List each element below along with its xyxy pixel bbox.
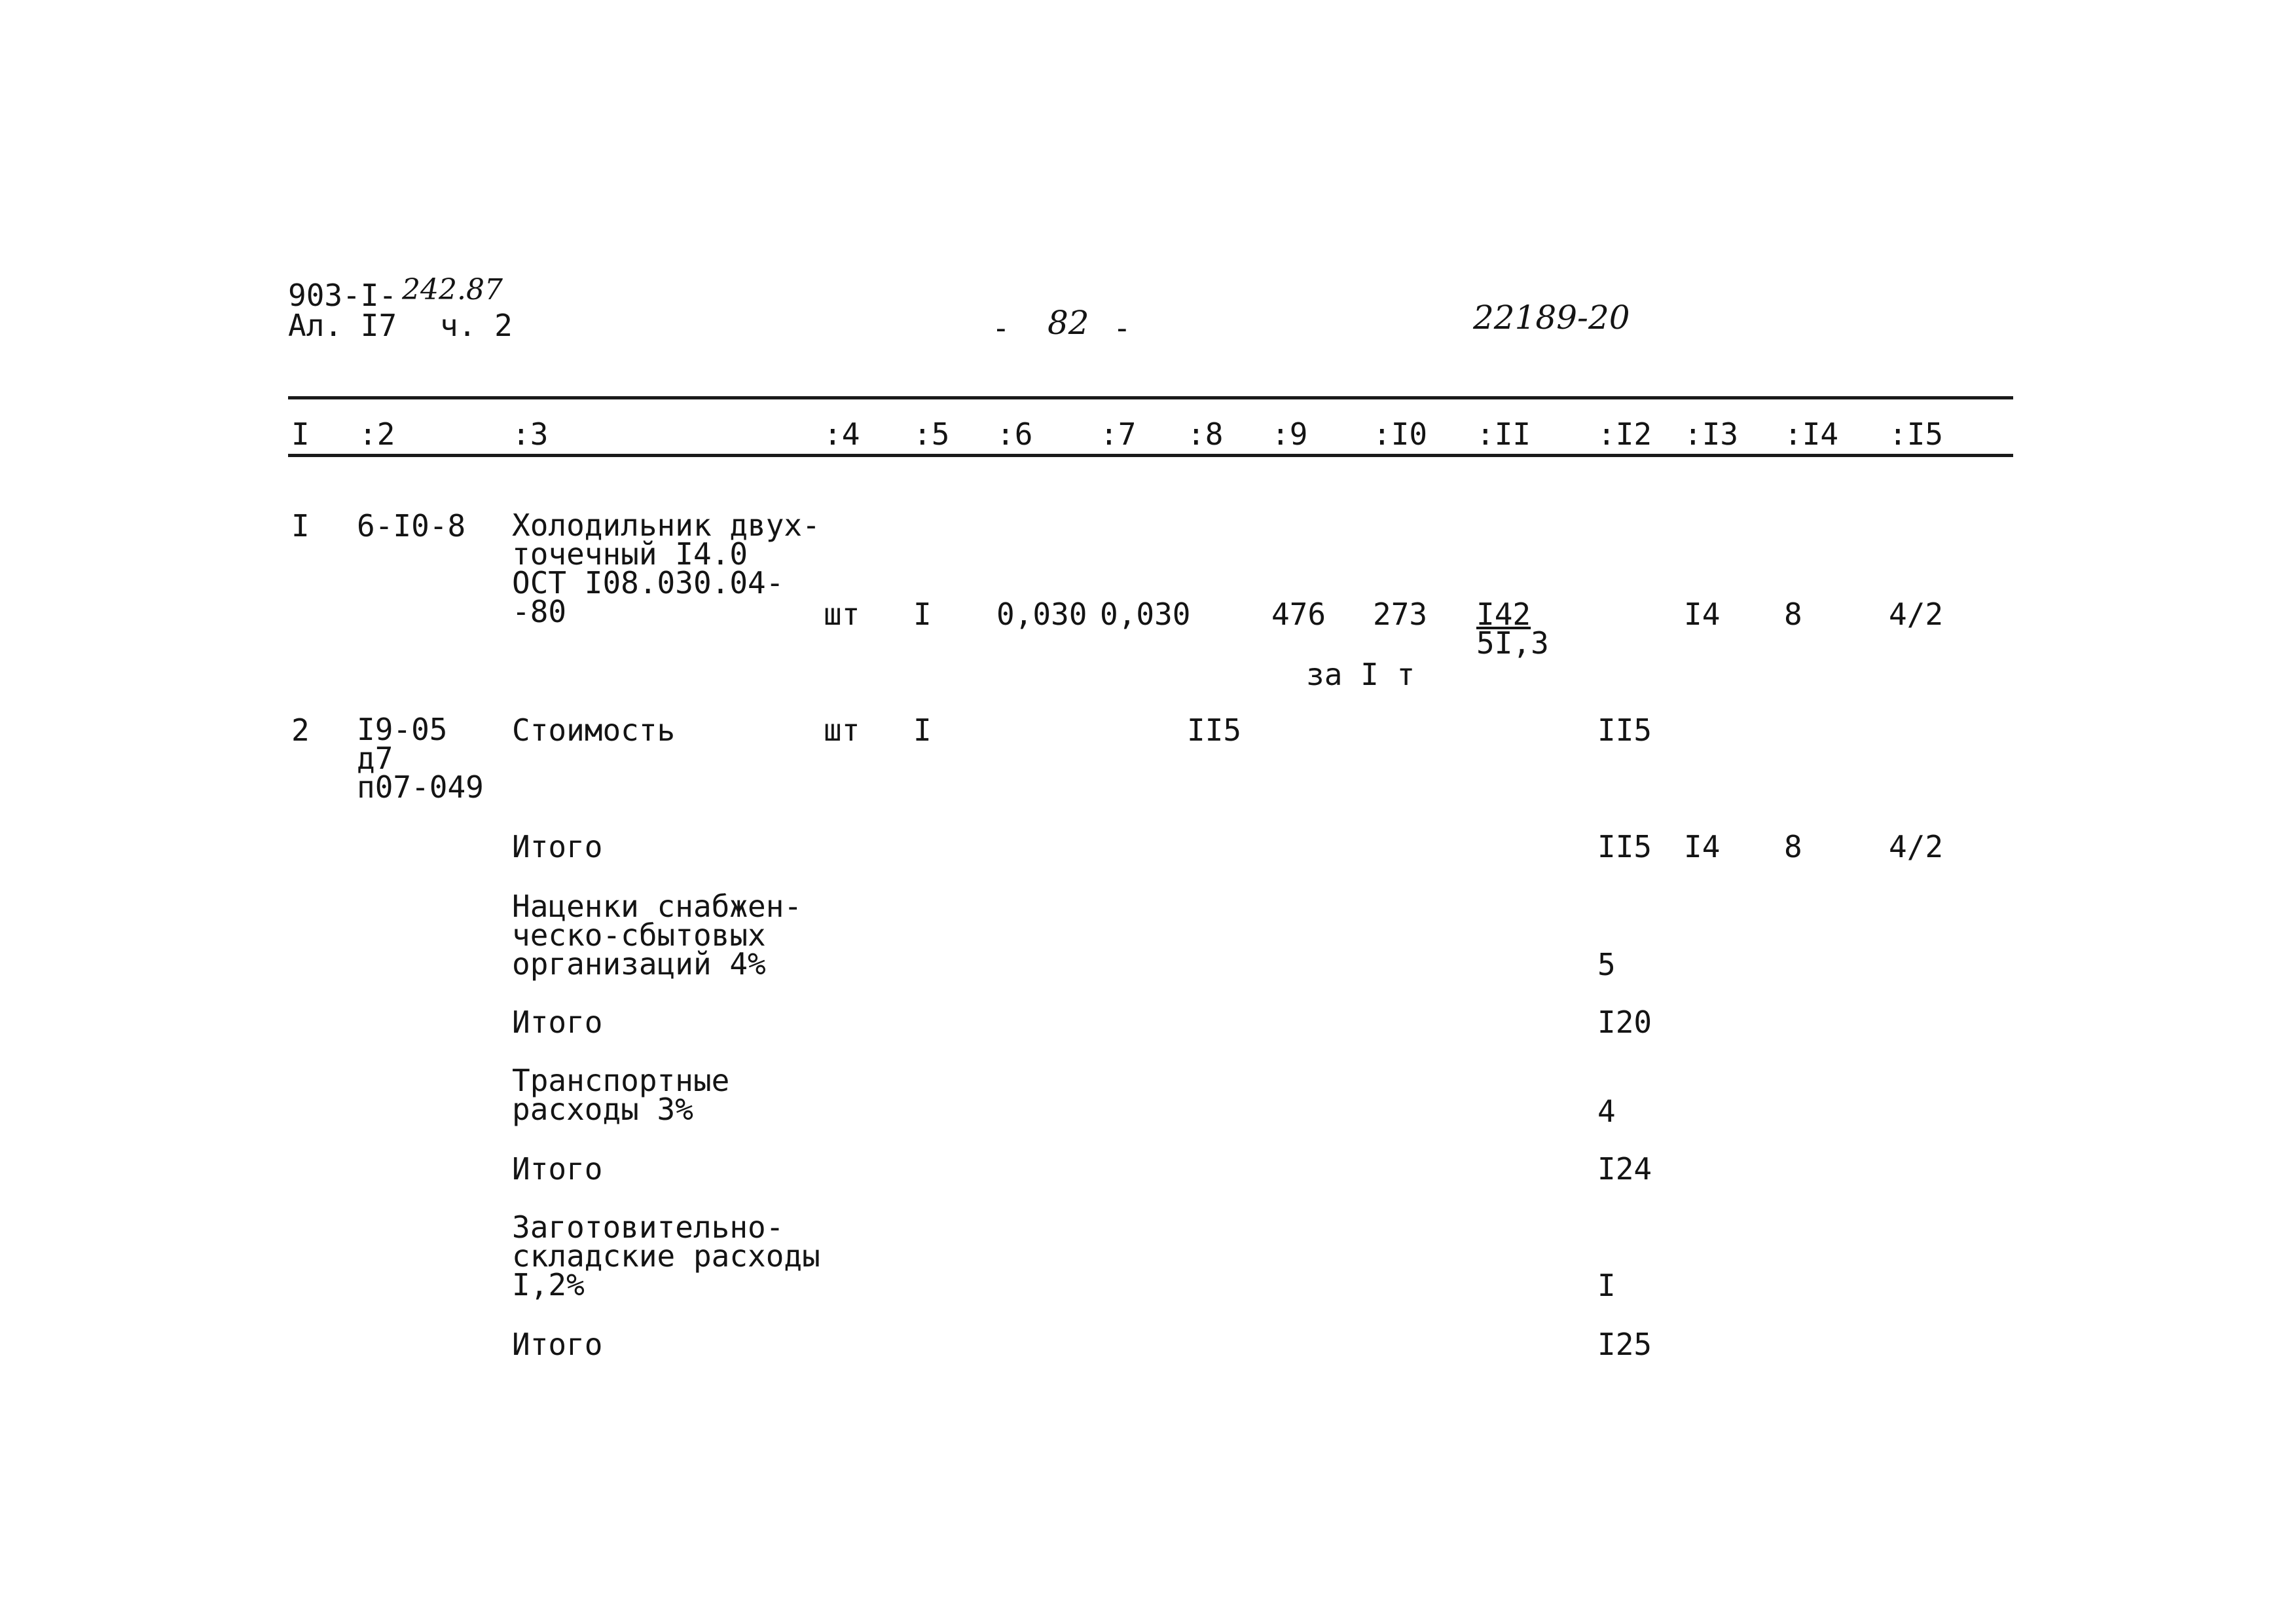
cell-col-12: I bbox=[1597, 1268, 1616, 1303]
cell-col-14: 8 bbox=[1784, 829, 1802, 864]
item-name-line: ОСТ I08.030.04- bbox=[512, 565, 784, 600]
column-header: :II bbox=[1476, 416, 1531, 452]
quantity: I bbox=[913, 712, 932, 748]
page-number: 82 bbox=[1048, 304, 1089, 342]
cell-col-11-a: I42 bbox=[1476, 597, 1531, 632]
table-header-rule bbox=[288, 454, 2013, 457]
inventory-number: 22189-20 bbox=[1473, 299, 1630, 337]
summary-label-line: Заготовительно- bbox=[512, 1209, 784, 1245]
price-code: 6-I0-8 bbox=[357, 508, 466, 544]
unit: шт bbox=[824, 597, 860, 632]
column-header: :5 bbox=[913, 416, 950, 452]
summary-label-line: Наценки снабжен- bbox=[512, 889, 803, 924]
summary-label-line: расходы 3% bbox=[512, 1092, 693, 1127]
summary-label bbox=[512, 1063, 730, 1127]
item-name-line: Холодильник двух- bbox=[512, 507, 820, 543]
cell-col-12: 4 bbox=[1597, 1094, 1616, 1129]
doc-code: 903-I- bbox=[288, 278, 397, 313]
part-label: ч. 2 bbox=[440, 308, 513, 343]
summary-label: Итого bbox=[512, 1005, 603, 1040]
item-name-line: -80 bbox=[512, 594, 567, 629]
summary-label bbox=[512, 1209, 820, 1302]
price-code-line: I9-05 bbox=[357, 712, 448, 747]
page-dash-left: - bbox=[992, 310, 1010, 346]
column-header: :I4 bbox=[1784, 416, 1839, 452]
column-header: :7 bbox=[1100, 416, 1137, 452]
cell-col-12: II5 bbox=[1597, 829, 1652, 864]
doc-code-handwritten: 242.87 bbox=[402, 273, 503, 306]
column-header: I bbox=[291, 416, 310, 452]
cell-col-7: 0,030 bbox=[1100, 597, 1191, 632]
cell-col-15: 4/2 bbox=[1889, 829, 1944, 864]
column-header: :2 bbox=[359, 416, 395, 452]
summary-label-line: Транспортные bbox=[512, 1063, 730, 1098]
cell-col-8: II5 bbox=[1187, 712, 1242, 748]
summary-label-line: I,2% bbox=[512, 1267, 585, 1302]
quantity: I bbox=[913, 597, 932, 632]
price-code bbox=[357, 712, 484, 805]
summary-label-line: ческо-сбытовых bbox=[512, 917, 766, 953]
column-header: :I2 bbox=[1597, 416, 1652, 452]
column-header: :8 bbox=[1187, 416, 1224, 452]
summary-label: Итого bbox=[512, 829, 603, 864]
cell-col-12: II5 bbox=[1597, 712, 1652, 748]
item-name-line: точечный I4.0 bbox=[512, 536, 748, 572]
row-number: 2 bbox=[291, 712, 310, 748]
summary-label-line: организаций 4% bbox=[512, 946, 766, 982]
summary-label bbox=[512, 889, 803, 982]
cell-col-11-b: 5I,3 bbox=[1476, 625, 1549, 661]
row-number: I bbox=[291, 508, 310, 544]
unit: шт bbox=[824, 712, 860, 748]
summary-label: Итого bbox=[512, 1151, 603, 1187]
cell-col-6: 0,030 bbox=[996, 597, 1087, 632]
cell-col-9: 476 bbox=[1271, 597, 1326, 632]
cell-col-14: 8 bbox=[1784, 597, 1802, 632]
summary-label: Итого bbox=[512, 1327, 603, 1362]
item-name bbox=[512, 507, 820, 629]
cell-col-12: I20 bbox=[1597, 1005, 1652, 1040]
cell-col-13: I4 bbox=[1684, 597, 1721, 632]
price-code-line: д7 bbox=[357, 741, 393, 776]
cell-col-12: I24 bbox=[1597, 1151, 1652, 1187]
item-name: Стоимость bbox=[512, 712, 676, 748]
cell-col-12: 5 bbox=[1597, 947, 1616, 982]
sheet-label: Ал. I7 bbox=[288, 308, 397, 343]
column-header: :4 bbox=[824, 416, 860, 452]
price-note: за I т bbox=[1306, 657, 1415, 692]
table-top-rule bbox=[288, 396, 2013, 399]
cell-col-10: 273 bbox=[1373, 597, 1428, 632]
column-header: :I5 bbox=[1889, 416, 1944, 452]
column-header: :6 bbox=[996, 416, 1033, 452]
column-header: :3 bbox=[512, 416, 549, 452]
column-header: :I0 bbox=[1373, 416, 1428, 452]
cell-col-12: I25 bbox=[1597, 1327, 1652, 1362]
page-dash-right: - bbox=[1113, 310, 1131, 346]
cell-col-15: 4/2 bbox=[1889, 597, 1944, 632]
column-header: :I3 bbox=[1684, 416, 1739, 452]
cell-col-13: I4 bbox=[1684, 829, 1721, 864]
summary-label-line: складские расходы bbox=[512, 1238, 820, 1274]
price-code-line: п07-049 bbox=[357, 769, 484, 805]
column-header: :9 bbox=[1271, 416, 1308, 452]
